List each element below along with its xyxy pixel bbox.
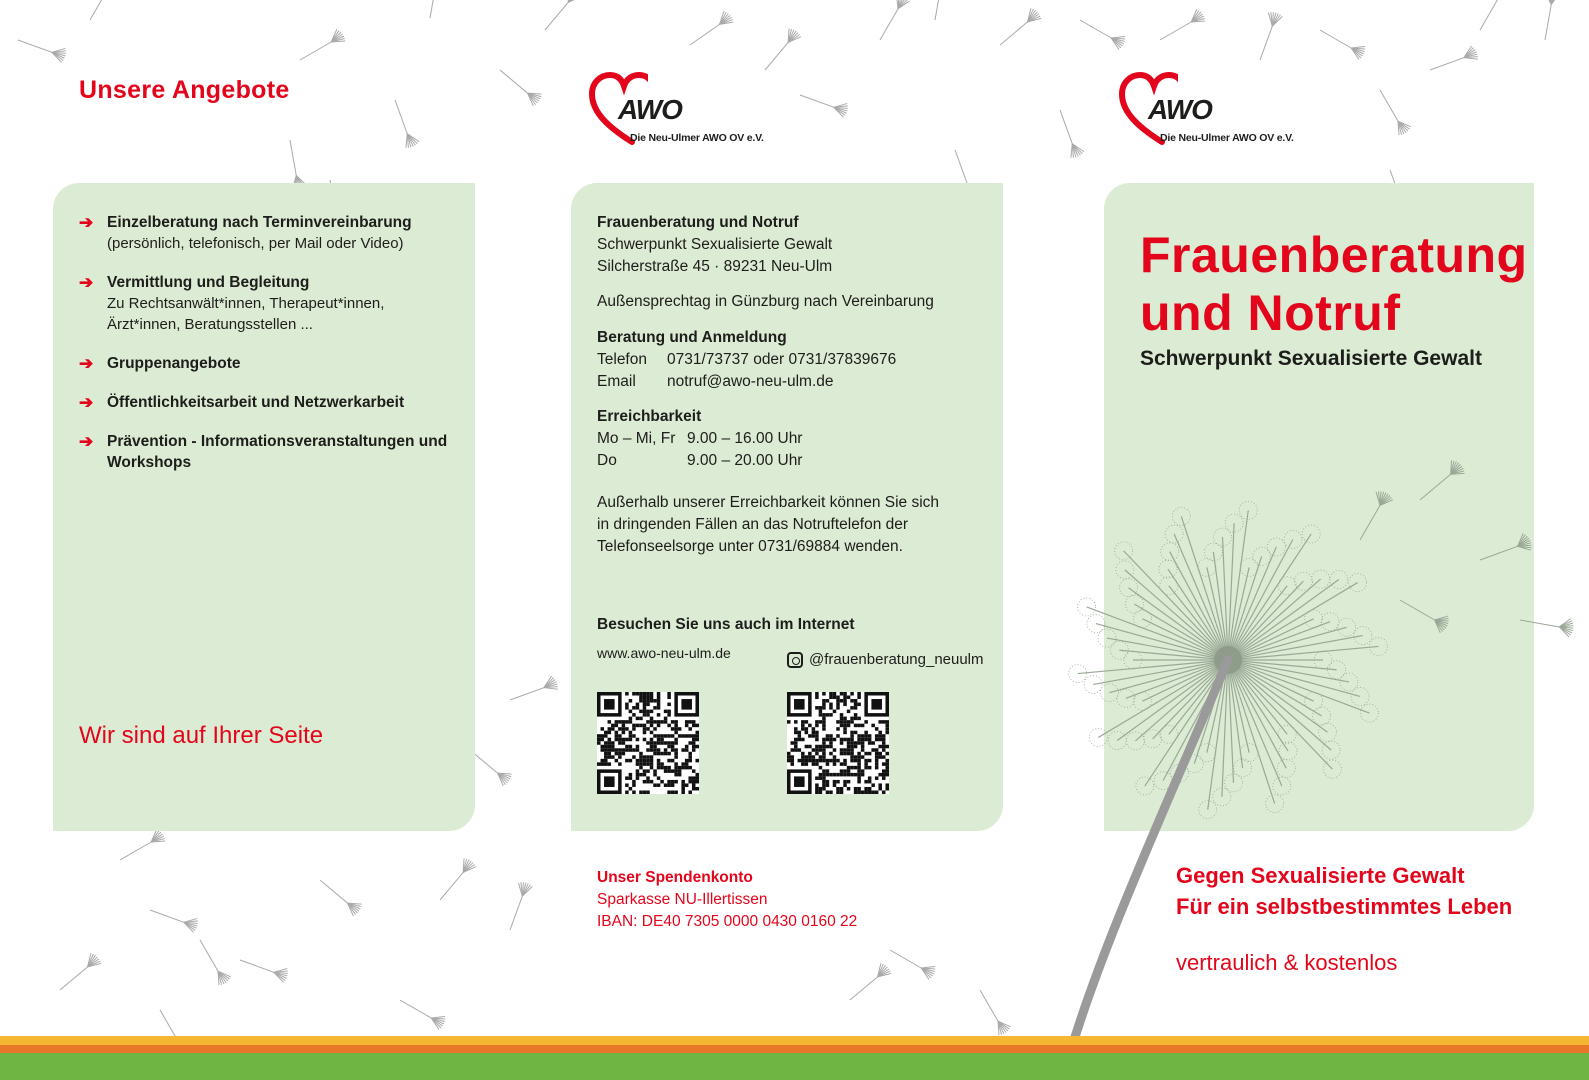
stripe-green — [0, 1053, 1589, 1080]
cover-title-line: Frauenberatung — [1140, 227, 1528, 283]
arrow-right-icon: ➔ — [79, 432, 94, 451]
tagline: Wir sind auf Ihrer Seite — [79, 722, 324, 749]
offer-title: Öffentlichkeitsarbeit und Netzwerkarbeit — [107, 394, 405, 411]
website-link[interactable]: www.awo-neu-ulm.de — [597, 645, 731, 661]
list-item — [79, 431, 459, 473]
organization-title: Frauenberatung und Notruf — [597, 214, 799, 231]
awo-logo — [1118, 72, 1318, 152]
hours-row — [597, 450, 802, 472]
claim-line: Gegen Sexualisierte Gewalt — [1176, 863, 1465, 888]
offer-title: Gruppenangebote — [107, 355, 241, 372]
offer-title: Einzelberatung nach Terminvereinbarung — [107, 214, 412, 231]
instagram-handle: @frauenberatung_neuulm — [809, 651, 984, 668]
offers-list — [79, 212, 459, 491]
list-item — [79, 353, 459, 374]
qr-code-website[interactable] — [597, 692, 699, 794]
stripe-orange — [0, 1045, 1589, 1053]
after-hours-note — [597, 492, 939, 558]
hours-days: Mo – Mi, Fr — [597, 430, 676, 447]
email-link[interactable]: notruf@awo-neu-ulm.de — [667, 373, 834, 390]
logo-wordmark: AWO — [1148, 94, 1212, 125]
email-label: Email — [597, 373, 636, 390]
claim-block — [1176, 860, 1512, 922]
hours-days: Do — [597, 452, 617, 469]
logo-subline: Die Neu-Ulmer AWO OV e.V. — [630, 132, 764, 144]
claim-line: Für ein selbstbestimmtes Leben — [1176, 894, 1513, 919]
donation-heading: Unser Spendenkonto — [597, 869, 753, 886]
contact-block — [597, 327, 896, 393]
address: Silcherstraße 45 · 89231 Neu-Ulm — [597, 258, 833, 275]
phone-label: Telefon — [597, 351, 647, 368]
instagram-link[interactable] — [787, 651, 984, 668]
phone-value[interactable]: 0731/73737 oder 0731/37839676 — [667, 351, 897, 368]
offer-description: Zu Rechtsanwält*innen, Therapeut*innen, Ärzt*innen, Beratungsstellen ... — [107, 295, 385, 333]
arrow-right-icon: ➔ — [79, 273, 94, 292]
organization-focus: Schwerpunkt Sexualisierte Gewalt — [597, 236, 833, 253]
donation-bank: Sparkasse NU-Illertissen — [597, 891, 768, 908]
qr-code-instagram[interactable] — [787, 692, 889, 794]
phone-row — [597, 349, 896, 371]
donation-block — [597, 867, 857, 933]
after-hours-line: Telefonseelsorge unter 0731/69884 wenden. — [597, 538, 903, 555]
logo-wordmark: AWO — [618, 94, 682, 125]
after-hours-line: Außerhalb unserer Erreichbarkeit können Sie sich — [597, 494, 940, 511]
offer-title: Vermittlung und Begleitung — [107, 274, 310, 291]
offer-title: Prävention - Informationsveranstaltungen und Workshops — [107, 433, 448, 471]
organization-block — [597, 212, 832, 278]
hours-time: 9.00 – 20.00 Uhr — [687, 452, 803, 469]
offer-description: (persönlich, telefonisch, per Mail oder Video) — [107, 235, 404, 252]
list-item — [79, 212, 459, 254]
list-item — [79, 272, 459, 335]
cover-title — [1140, 226, 1528, 342]
after-hours-line: in dringenden Fällen an das Notruftelefon der — [597, 516, 909, 533]
arrow-right-icon: ➔ — [79, 393, 94, 412]
awo-logo — [588, 72, 788, 152]
hours-row — [597, 428, 802, 450]
arrow-right-icon: ➔ — [79, 213, 94, 232]
instagram-icon — [787, 652, 803, 668]
cover-subtitle: Schwerpunkt Sexualisierte Gewalt — [1140, 347, 1482, 370]
arrow-right-icon: ➔ — [79, 354, 94, 373]
offers-heading: Unsere Angebote — [79, 76, 290, 104]
stripe-yellow — [0, 1036, 1589, 1045]
cover-title-line: und Notruf — [1140, 285, 1401, 341]
internet-heading: Besuchen Sie uns auch im Internet — [597, 616, 855, 633]
hours-heading: Erreichbarkeit — [597, 408, 702, 425]
hours-time: 9.00 – 16.00 Uhr — [687, 430, 803, 447]
outreach-note: Außensprechtag in Günzburg nach Vereinbarung — [597, 293, 934, 310]
contact-heading: Beratung und Anmeldung — [597, 329, 787, 346]
email-row — [597, 371, 896, 393]
logo-subline: Die Neu-Ulmer AWO OV e.V. — [1160, 132, 1294, 144]
claim-note: vertraulich & kostenlos — [1176, 950, 1398, 975]
donation-iban: IBAN: DE40 7305 0000 0430 0160 22 — [597, 913, 858, 930]
hours-block — [597, 406, 802, 472]
list-item — [79, 392, 459, 413]
